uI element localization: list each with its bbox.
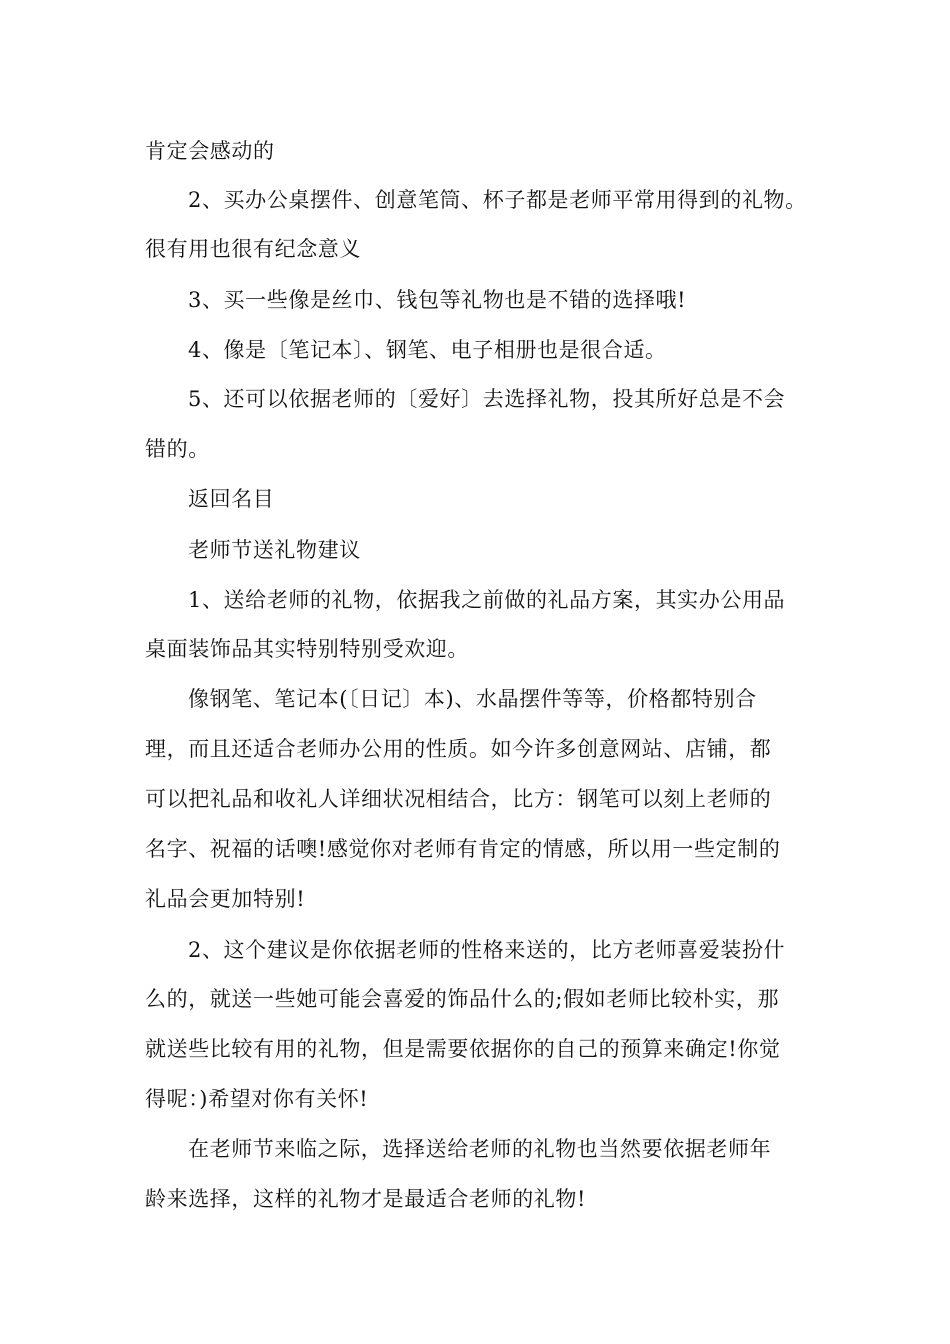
text-line-8: 返回名目 bbox=[188, 487, 275, 511]
text-line-12: 像钢笔、笔记本(〔日记〕本)、水晶摆件等等，价格都特别合 bbox=[188, 687, 757, 711]
text-line-13: 理，而且还适合老师办公用的性质。如今许多创意网站、店铺，都 bbox=[145, 737, 772, 761]
text-line-6: 5、还可以依据老师的〔爱好〕去选择礼物，投其所好总是不会 bbox=[188, 387, 786, 411]
text-line-17: 2、这个建议是你依据老师的性格来送的，比方老师喜爱装扮什 bbox=[188, 938, 786, 962]
text-line-3: 很有用也很有纪念意义 bbox=[145, 237, 361, 261]
text-line-10: 1、送给老师的礼物，依据我之前做的礼品方案，其实办公用品 bbox=[188, 588, 786, 612]
text-line-19: 就送些比较有用的礼物，但是需要依据你的自己的预算来确定!你觉 bbox=[145, 1037, 781, 1061]
text-line-21: 在老师节来临之际，选择送给老师的礼物也当然要依据老师年 bbox=[188, 1137, 772, 1161]
text-line-4: 3、买一些像是丝巾、钱包等礼物也是不错的选择哦! bbox=[188, 288, 687, 312]
text-line-7: 错的。 bbox=[145, 437, 210, 461]
text-line-15: 名字、祝福的话噢!感觉你对老师有肯定的情感，所以用一些定制的 bbox=[145, 837, 781, 861]
text-line-1: 肯定会感动的 bbox=[145, 139, 275, 163]
text-line-9: 老师节送礼物建议 bbox=[188, 538, 361, 562]
text-line-20: 得呢：)希望对你有关怀! bbox=[145, 1087, 369, 1111]
text-line-2: 2、买办公桌摆件、创意笔筒、杯子都是老师平常用得到的礼物。 bbox=[188, 188, 807, 212]
text-line-11: 桌面装饰品其实特别特别受欢迎。 bbox=[145, 637, 469, 661]
text-line-22: 龄来选择，这样的礼物才是最适合老师的礼物! bbox=[145, 1187, 587, 1211]
text-line-5: 4、像是〔笔记本〕、钢笔、电子相册也是很合适。 bbox=[188, 338, 667, 362]
text-line-14: 可以把礼品和收礼人详细状况相结合，比方：钢笔可以刻上老师的 bbox=[145, 787, 772, 811]
text-line-16: 礼品会更加特别! bbox=[145, 887, 306, 911]
text-line-18: 么的，就送一些她可能会喜爱的饰品什么的;假如老师比较朴实，那 bbox=[145, 987, 780, 1011]
